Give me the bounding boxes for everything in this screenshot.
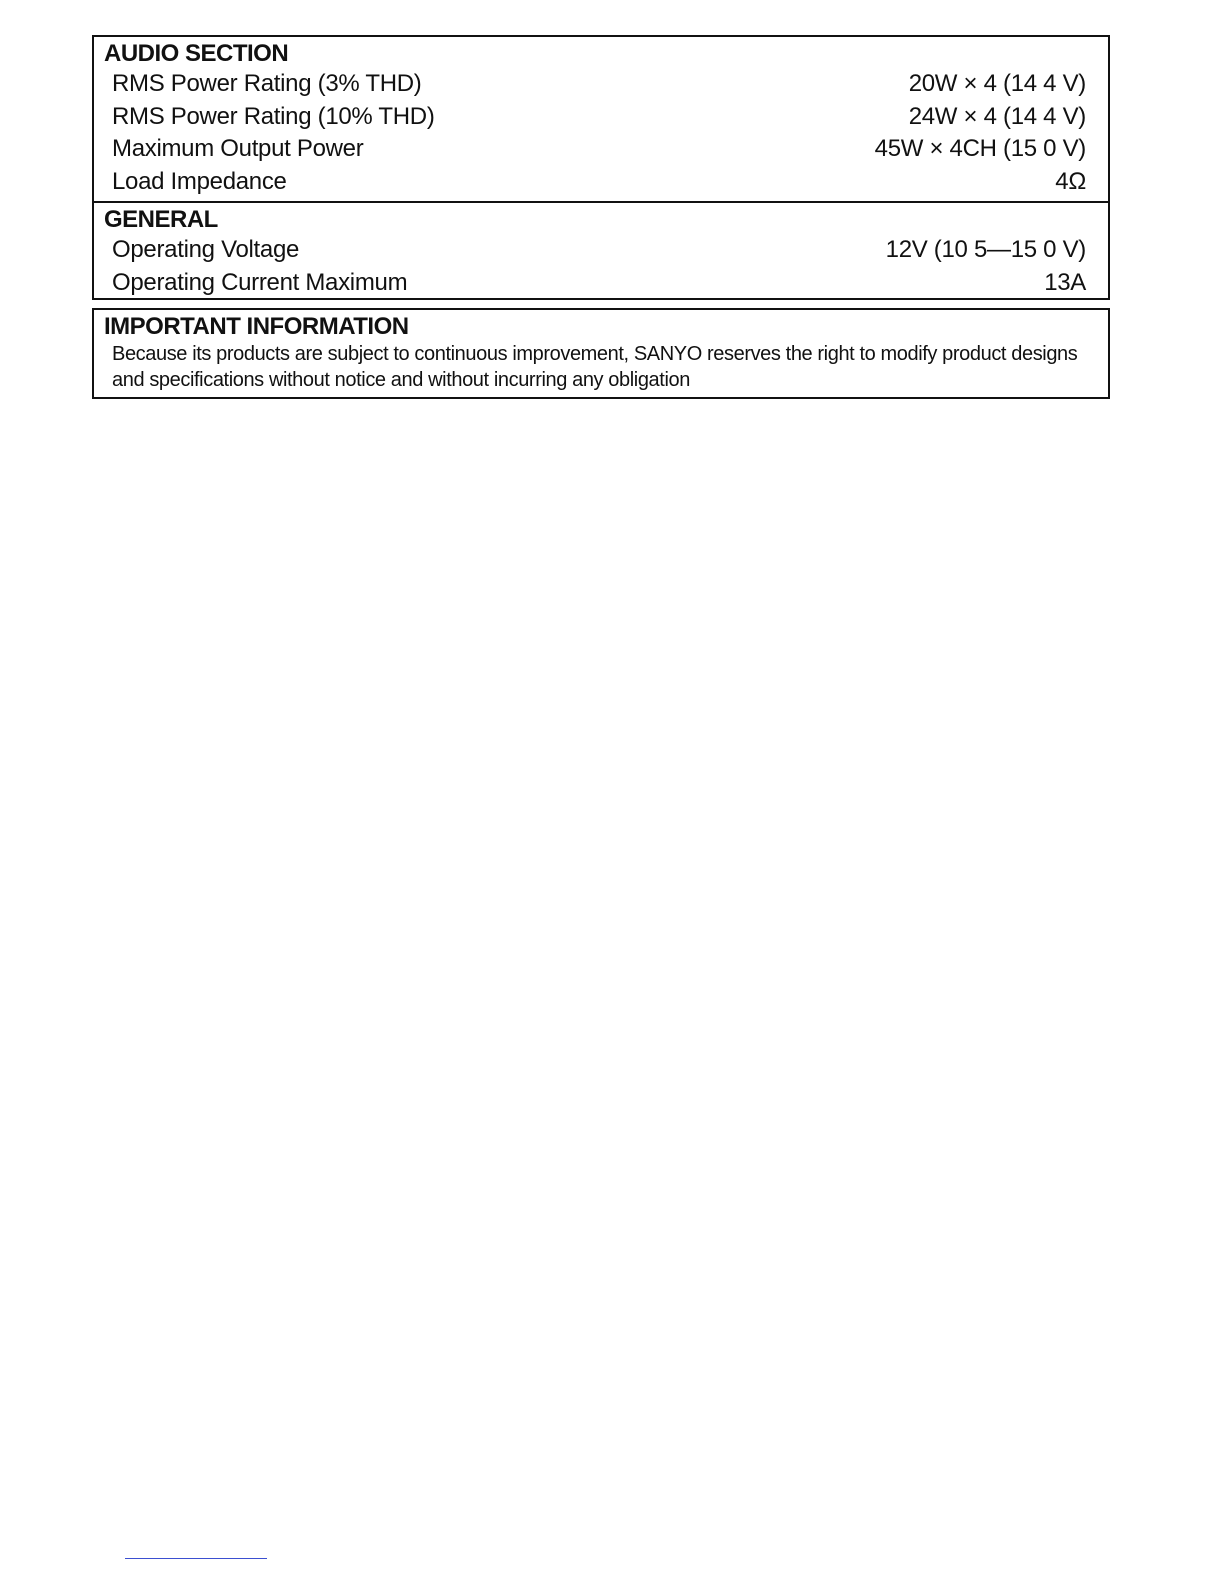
spec-value: 20W × 4 (14 4 V)	[908, 70, 1086, 97]
specifications-table	[92, 35, 1110, 300]
important-information-title: IMPORTANT INFORMATION	[104, 313, 409, 340]
general-section	[94, 201, 1108, 300]
spec-value: 45W × 4CH (15 0 V)	[874, 135, 1086, 162]
spec-row-operating-current	[94, 267, 1108, 300]
footer-rule	[125, 1558, 267, 1559]
important-information-text: Because its products are subject to continuous improvement, SANYO reserves the right to modify product designs and specifications without notice and without incurring any obligation	[112, 343, 1078, 391]
spec-row-max-output-power	[94, 133, 1108, 166]
spec-row-rms-3-thd	[94, 68, 1108, 101]
spec-label: Operating Current Maximum	[112, 268, 408, 296]
spec-label: Load Impedance	[112, 167, 287, 195]
general-section-title: GENERAL	[104, 206, 218, 233]
spec-label: Operating Voltage	[112, 236, 300, 263]
spec-value: 4Ω	[1055, 167, 1086, 195]
spec-value: 24W × 4 (14 4 V)	[908, 102, 1086, 130]
spec-label: RMS Power Rating (3% THD)	[112, 70, 422, 97]
audio-section	[94, 37, 1108, 201]
spec-row-rms-10-thd	[94, 101, 1108, 134]
spec-label: RMS Power Rating (10% THD)	[112, 102, 435, 130]
spec-value: 13A	[1044, 268, 1086, 296]
important-information-box	[92, 308, 1110, 399]
audio-section-title: AUDIO SECTION	[104, 40, 289, 67]
spec-row-operating-voltage	[94, 234, 1108, 267]
spec-row-load-impedance	[94, 166, 1108, 199]
spec-value: 12V (10 5—15 0 V)	[885, 236, 1086, 263]
spec-label: Maximum Output Power	[112, 135, 364, 162]
